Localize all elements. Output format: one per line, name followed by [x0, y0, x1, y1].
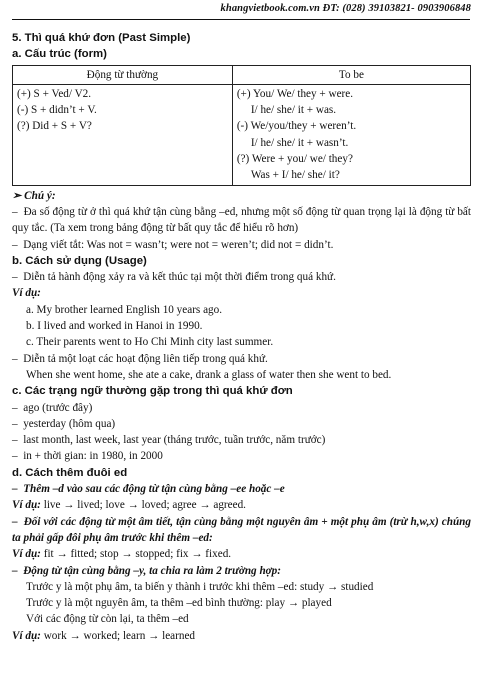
example-line: b. I lived and worked in Hanoi in 1990. — [26, 320, 203, 333]
usage-line: – Diễn tả một loạt các hoạt động liên tiếp trong quá khứ. — [12, 351, 471, 367]
table-cell-regular — [13, 84, 233, 185]
table-line: (?) Were + you/ we/ they? — [236, 153, 353, 166]
example-line: Ví dụ: work → worked; learn → learned — [12, 629, 196, 642]
section-d-heading: d. Cách thêm đuôi ed — [12, 466, 128, 479]
adverb-item: – ago (trước đây) — [12, 400, 471, 416]
example-line: Ví dụ: fit → fitted; stop → stopped; fix → fixed. — [12, 548, 232, 561]
example-line: When she went home, she ate a cake, drank a glass of water then she went to bed. — [26, 368, 392, 381]
table-line: (-) S + didn’t + V. — [17, 104, 97, 117]
rule-line: – Thêm –d vào sau các động từ tận cùng bằng –ee hoặc –e — [12, 481, 471, 497]
table-line: (+) You/ We/ they + were. — [236, 87, 354, 100]
table-line: Was + I/ he/ she/ it? — [250, 169, 340, 182]
rule-line: – Đối với các động từ một âm tiết, tận cùng bằng một nguyên âm + một phụ âm (trừ h,w,x) chúng ta phải gấp đôi phụ âm trước khi thêm –ed: — [12, 514, 471, 547]
table-cell-to-be — [232, 84, 470, 185]
table-line: I/ he/ she/ it + wasn’t. — [250, 136, 349, 149]
arrow-icon: ➢ — [12, 189, 25, 202]
form-table — [12, 65, 471, 186]
example-line: Ví dụ: live → lived; love → loved; agree → agreed. — [12, 499, 246, 512]
example-line: a. My brother learned English 10 years ago. — [26, 303, 223, 316]
adverb-item: – last month, last week, last year (tháng trước, tuần trước, năm trước) — [12, 432, 471, 448]
section-a-heading: a. Cấu trúc (form) — [12, 48, 107, 61]
example-label: Ví dụ: — [12, 287, 41, 300]
section-c-heading: c. Các trạng ngữ thường gặp trong thì quá khứ đơn — [12, 385, 293, 398]
table-line: (-) We/you/they + weren’t. — [236, 120, 357, 133]
table-line: I/ he/ she/ it + was. — [250, 104, 337, 117]
usage-line: – Diễn tả hành động xảy ra và kết thúc tại một thời điểm trong quá khứ. — [12, 269, 471, 285]
example-line: c. Their parents went to Ho Chi Minh city last summer. — [26, 336, 274, 349]
rule-subline: Với các động từ còn lại, ta thêm –ed — [26, 613, 189, 626]
rule-line: – Động từ tận cùng bằng –y, ta chia ra làm 2 trường hợp: — [12, 563, 471, 579]
page-header: khangvietbook.com.vn ĐT: (028) 39103821- 0903906848 — [220, 3, 471, 14]
table-header-to-be: To be — [232, 65, 470, 84]
note-line: – Đa số động từ ở thì quá khứ tận cùng bằng –ed, nhưng một số động từ quan trọng lại là động từ bất quy tắc. (Ta xem trong bảng động từ bất quy tắc để hiểu rõ hơn) — [12, 204, 471, 237]
adverb-item: – yesterday (hôm qua) — [12, 416, 471, 432]
table-line: (?) Did + S + V? — [17, 120, 92, 133]
note-label: ➢ Chú ý: — [12, 189, 56, 202]
header-rule — [12, 19, 470, 20]
adverb-item: – in + thời gian: in 1980, in 2000 — [12, 448, 471, 464]
table-header-regular-verbs: Động từ thường — [13, 65, 233, 84]
note-line: – Dạng viết tắt: Was not = wasn’t; were not = weren’t; did not = didn’t. — [12, 237, 471, 253]
rule-subline: Trước y là một nguyên âm, ta thêm –ed bình thường: play → played — [26, 597, 332, 610]
section-title: 5. Thì quá khứ đơn (Past Simple) — [12, 32, 191, 44]
section-b-heading: b. Cách sử dụng (Usage) — [12, 254, 147, 267]
table-line: (+) S + Ved/ V2. — [17, 87, 92, 100]
page-content — [12, 30, 471, 644]
rule-subline: Trước y là một phụ âm, ta biến y thành i trước khi thêm –ed: study → studied — [26, 580, 374, 593]
